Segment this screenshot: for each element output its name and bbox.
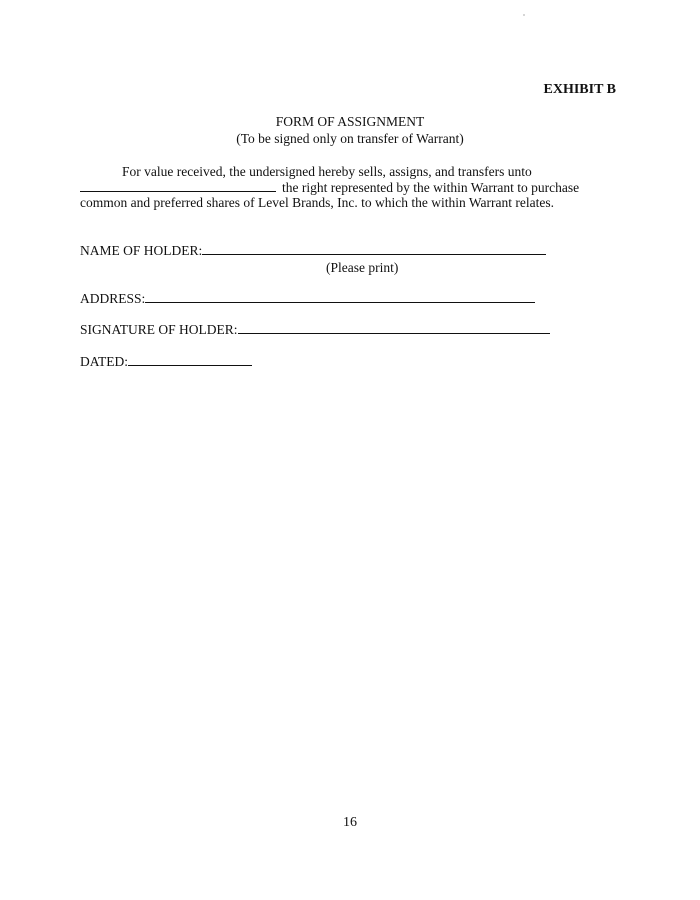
assignee-blank-line[interactable] [80, 180, 276, 192]
dated-label: DATED: [80, 354, 128, 369]
signature-of-holder-row [80, 322, 550, 338]
page-number: 16 [343, 815, 357, 830]
please-print-hint: (Please print) [326, 260, 399, 275]
address-row [80, 291, 535, 307]
name-of-holder-line[interactable] [202, 243, 546, 255]
form-subtitle: (To be signed only on transfer of Warrant) [236, 131, 464, 146]
form-title: FORM OF ASSIGNMENT [275, 114, 425, 129]
assignment-paragraph-line-1: For value received, the undersigned hereby sells, assigns, and transfers unto [122, 164, 532, 179]
dated-row [80, 354, 252, 370]
signature-of-holder-label: SIGNATURE OF HOLDER: [80, 322, 238, 337]
name-of-holder-label: NAME OF HOLDER: [80, 243, 203, 258]
scan-speck [523, 14, 525, 16]
assignment-paragraph-line-2 [80, 180, 579, 196]
assignment-paragraph-line-2-text: the right represented by the within Warrant to purchase [282, 180, 580, 195]
dated-line[interactable] [128, 354, 252, 366]
signature-of-holder-line[interactable] [238, 322, 550, 334]
assignment-paragraph-line-3: common and preferred shares of Level Brands, Inc. to which the within Warrant relates. [80, 195, 554, 210]
address-label: ADDRESS: [80, 291, 146, 306]
address-line[interactable] [145, 291, 535, 303]
exhibit-label: EXHIBIT B [543, 82, 616, 97]
name-of-holder-row [80, 243, 546, 259]
